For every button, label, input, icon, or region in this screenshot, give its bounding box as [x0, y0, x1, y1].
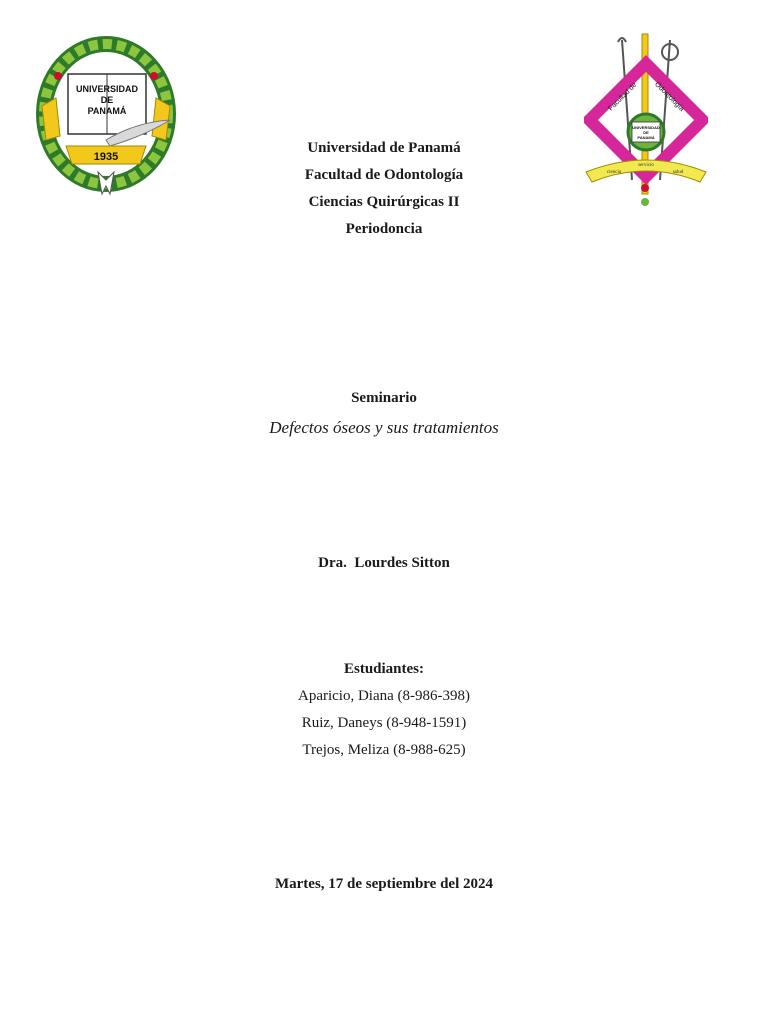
professor-name: Dra. Lourdes Sitton — [318, 555, 450, 571]
svg-text:UNIVERSIDAD: UNIVERSIDAD — [632, 125, 660, 130]
svg-text:servicio: servicio — [638, 163, 654, 168]
svg-text:UNIVERSIDAD: UNIVERSIDAD — [75, 84, 139, 94]
svg-text:Facultad de: Facultad de — [607, 81, 639, 113]
svg-text:DE: DE — [100, 95, 114, 105]
university-name: Universidad de Panamá — [307, 140, 461, 156]
faculty-name: Facultad de Odontología — [304, 167, 464, 183]
student-item: Trejos, Meliza (8-988-625) — [302, 742, 466, 758]
svg-text:PANAMÁ: PANAMÁ — [637, 135, 655, 140]
svg-text:salud: salud — [672, 170, 684, 175]
svg-text:1935: 1935 — [93, 151, 119, 163]
svg-text:PANAMÁ: PANAMÁ — [87, 106, 127, 116]
document-date: Martes, 17 de septiembre del 2024 — [274, 876, 493, 892]
subject-name: Periodoncia — [345, 221, 423, 237]
svg-text:ciencia: ciencia — [606, 170, 622, 175]
svg-text:DE: DE — [643, 130, 649, 135]
course-name: Ciencias Quirúrgicas II — [308, 194, 460, 210]
seminar-title: Defectos óseos y sus tratamientos — [269, 418, 499, 437]
seminar-label: Seminario — [351, 390, 417, 406]
student-item: Ruiz, Daneys (8-948-1591) — [301, 715, 467, 731]
students-heading: Estudiantes: — [343, 661, 425, 677]
student-item: Aparicio, Diana (8-986-398) — [297, 688, 471, 704]
svg-text:Odontología: Odontología — [653, 80, 686, 113]
